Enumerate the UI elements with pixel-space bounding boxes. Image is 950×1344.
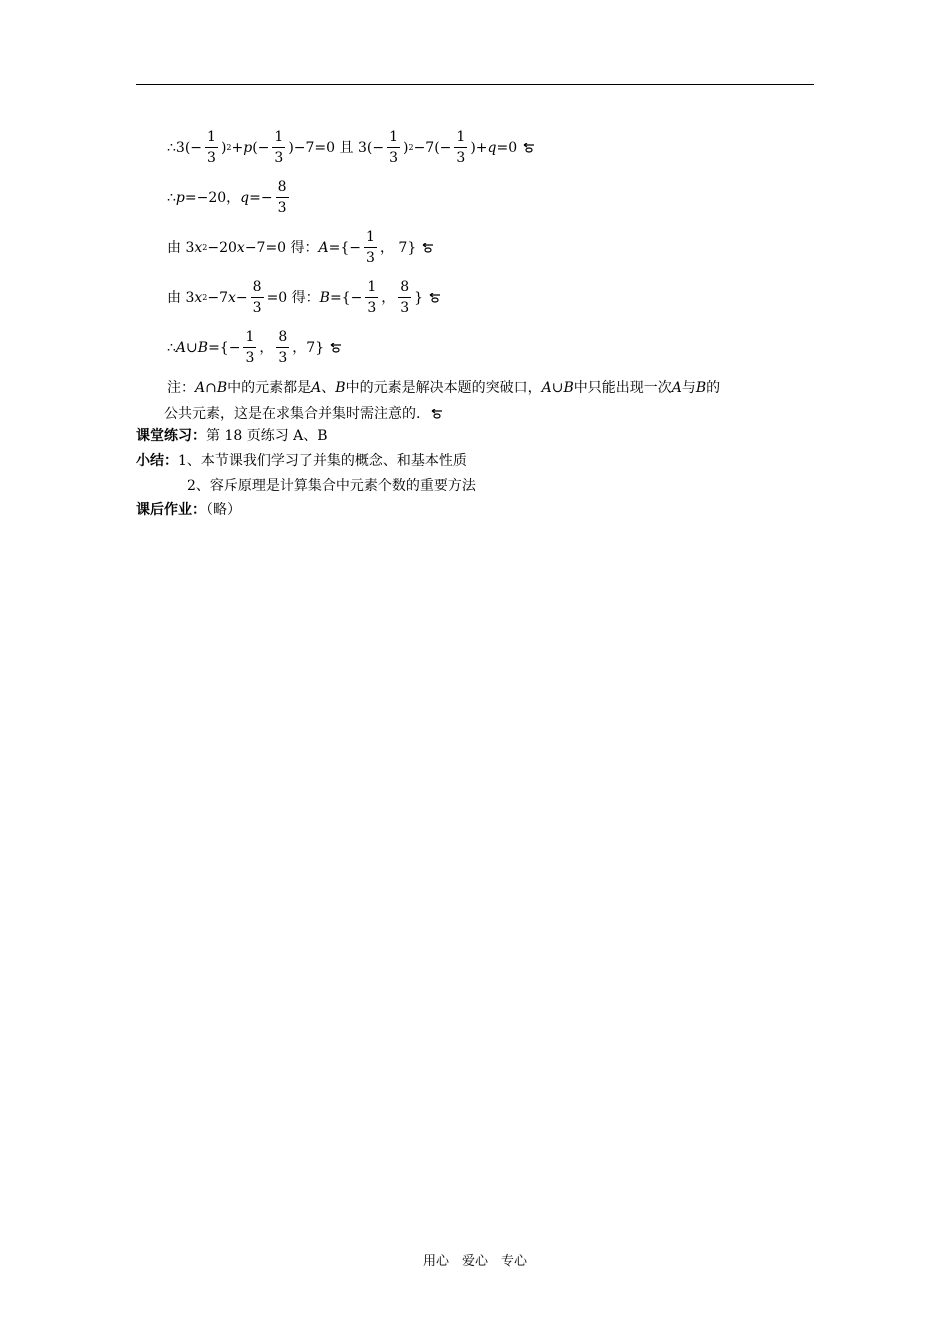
fraction: $\frac{8}{3}$: [278, 329, 288, 366]
text: ，7}: [292, 339, 325, 356]
summary-line-1: [136, 451, 467, 471]
equation-line-2: [167, 180, 292, 215]
text: ∴3(−: [167, 139, 203, 156]
text: 由 3: [167, 239, 195, 256]
text: +: [231, 139, 244, 156]
text: =−20，: [184, 189, 241, 206]
text: )−7=0 且 3(−: [288, 139, 385, 156]
summary-line-2: [187, 476, 476, 496]
text: ，: [259, 339, 274, 356]
text: ∴: [167, 339, 176, 356]
text: =0: [496, 139, 518, 156]
text: ={−: [208, 339, 241, 356]
homework-line: [136, 500, 241, 520]
text: ∪: [186, 339, 198, 356]
fraction: $\frac{1}{3}$: [367, 279, 377, 316]
fraction: $\frac{8}{3}$: [400, 279, 410, 316]
text: −7: [207, 289, 228, 306]
fraction: $\frac{1}{3}$: [207, 129, 216, 166]
text: ∴: [167, 189, 176, 206]
fraction: $\frac{1}{3}$: [274, 129, 284, 166]
text: )+: [470, 139, 488, 156]
equation-line-1: ∴3(− $\frac{1}{3}$ ) 2 + p (− $\frac{1}{3}$ )−7=0 且 3(− $\frac{1}{3}$ ) 2 −7(− $\frac{1}{3}$ )+ q =0: [167, 130, 535, 165]
page-footer: 用心 爱心 专心: [422, 1254, 527, 1269]
practice-text: 第 18 页练习 A、B: [206, 428, 328, 444]
practice-label: 课堂练习：: [136, 428, 206, 444]
text: −7(−: [413, 139, 452, 156]
fraction: $\frac{8}{3}$: [252, 279, 262, 316]
text: =0 得：: [266, 289, 320, 306]
variable: p: [243, 139, 253, 156]
text: ): [403, 139, 409, 156]
line-break-mark-icon: [425, 293, 441, 303]
variable: q: [240, 189, 250, 206]
variable: x: [236, 239, 245, 256]
note-line-1: 注：A∩B中的元素都是A、B中的元素是解决本题的突破口，A∪B中只能出现一次A与B的: [167, 380, 721, 396]
line-break-mark-icon: [418, 243, 434, 253]
text: ={−: [328, 239, 362, 256]
text: −20: [207, 239, 237, 256]
fraction: $\frac{1}{3}$: [366, 229, 375, 266]
text: }: [414, 289, 424, 306]
summary-item: 1、本节课我们学习了并集的概念、和基本性质: [178, 453, 467, 469]
text: ): [220, 139, 227, 156]
equation-line-3: 由 3 x 2 −20 x −7=0 得： A ={− $\frac{1}{3}$ ， 7}: [167, 230, 434, 265]
text: (−: [252, 139, 270, 156]
summary-label: 小结：: [136, 453, 178, 469]
fraction: $\frac{1}{3}$: [245, 329, 255, 366]
line-break-mark-icon: [519, 143, 535, 153]
variable: A: [175, 339, 187, 356]
fraction: $\frac{8}{3}$: [277, 179, 287, 216]
summary-item: 2、容斥原理是计算集合中元素个数的重要方法: [187, 478, 476, 494]
note-paragraph: [136, 375, 816, 427]
equation-line-4: 由 3 x 2 −7 x − $\frac{8}{3}$ =0 得： B ={− $\frac{1}{3}$ ， $\frac{8}{3}$ }: [167, 280, 441, 315]
homework-label: 课后作业：: [136, 502, 206, 518]
practice-line: [136, 426, 328, 446]
header-rule: [136, 84, 814, 85]
line-break-mark-icon: [326, 343, 342, 353]
variable: B: [197, 339, 209, 356]
text: ， 7}: [379, 239, 417, 256]
variable: A: [318, 239, 329, 256]
variable: x: [194, 239, 203, 256]
text: −7=0 得：: [244, 239, 319, 256]
text: 由 3: [167, 289, 195, 306]
note-line-2: 公共元素，这是在求集合并集时需注意的.: [136, 401, 816, 427]
variable: p: [175, 189, 185, 206]
variable: q: [487, 139, 497, 156]
fraction: $\frac{1}{3}$: [456, 129, 466, 166]
variable: x: [194, 289, 203, 306]
homework-text: （略）: [206, 502, 241, 518]
equation-line-5: [167, 330, 342, 365]
text: ={−: [329, 289, 363, 306]
variable: B: [319, 289, 330, 306]
line-break-mark-icon: [427, 409, 443, 419]
text: −: [235, 289, 248, 306]
text: =−: [249, 189, 273, 206]
fraction: $\frac{1}{3}$: [389, 129, 398, 166]
variable: x: [228, 289, 236, 306]
text: ，: [381, 289, 396, 306]
